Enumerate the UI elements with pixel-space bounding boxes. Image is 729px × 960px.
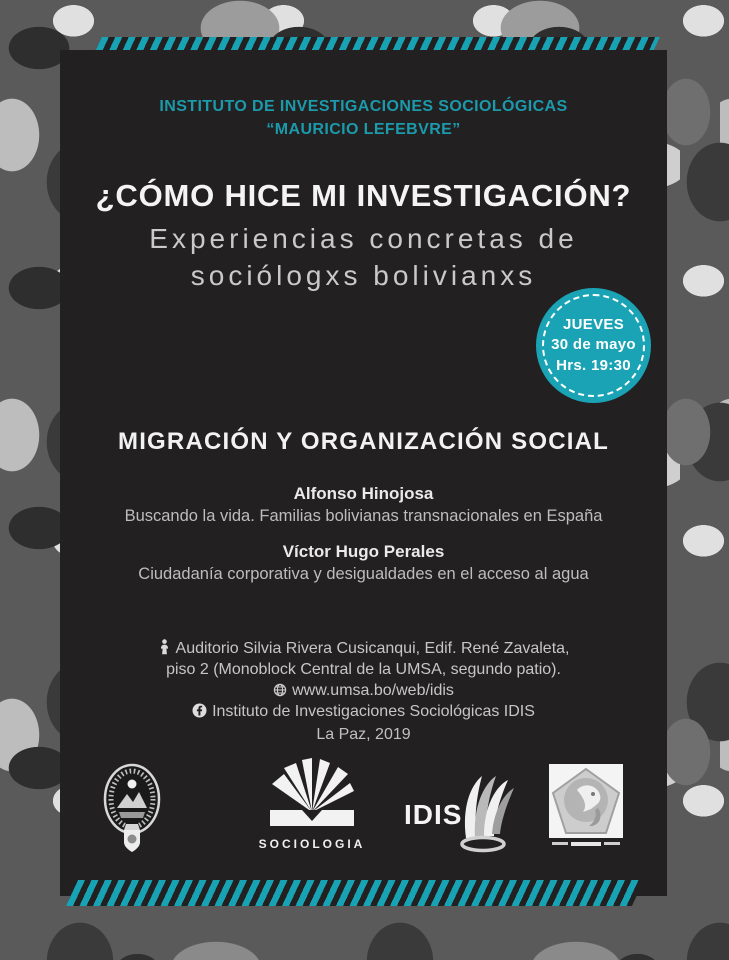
poster-panel <box>60 50 667 896</box>
date-badge <box>536 288 651 403</box>
speaker-topic: Ciudadanía corporativa y desigualdades en el acceso al agua <box>138 565 589 583</box>
umsa-seal-logo <box>100 762 164 861</box>
badge-time: Hrs. 19:30 <box>556 356 631 374</box>
facebook-line: Instituto de Investigaciones Sociológicas IDIS <box>60 701 667 722</box>
poster-subtitle <box>60 220 667 294</box>
badge-day: JUEVES <box>563 316 624 334</box>
website-line: www.umsa.bo/web/idis <box>60 680 667 701</box>
idis-logo <box>402 772 518 863</box>
venue-line2: piso 2 (Monoblock Central de la UMSA, segundo patio). <box>166 661 561 678</box>
idis-label: IDIS <box>404 799 463 830</box>
venue-line1: Auditorio Silvia Rivera Cusicanqui, Edif. René Zavaleta, <box>60 638 667 659</box>
institute-line2: “MAURICIO LEFEBVRE” <box>266 121 461 139</box>
bottom-striped-band <box>66 880 644 906</box>
poster-title: ¿CÓMO HICE MI INVESTIGACIÓN? <box>95 178 632 213</box>
badge-date: 30 de mayo <box>551 336 636 354</box>
speaker-block <box>60 540 667 586</box>
ciencias-sociales-logo <box>548 764 624 846</box>
sociologia-label: SOCIOLOGIA <box>258 837 366 851</box>
globe-icon <box>273 683 287 697</box>
facebook-icon <box>192 703 207 718</box>
cs-pentagon-emblem <box>549 764 623 838</box>
speaker-topic: Buscando la vida. Familias bolivianas transnacionales en España <box>124 507 603 525</box>
speaker-block <box>60 482 667 528</box>
speaker-name: Víctor Hugo Perales <box>282 542 445 561</box>
cs-caption-bars <box>548 842 624 846</box>
section-title: MIGRACIÓN Y ORGANIZACIÓN SOCIAL <box>118 428 609 455</box>
institute-heading <box>60 95 667 141</box>
date-badge-inner <box>542 294 645 397</box>
subtitle-line2: sociólogxs bolivianxs <box>190 260 537 291</box>
speaker-name: Alfonso Hinojosa <box>293 484 434 503</box>
institute-line1: INSTITUTO DE INVESTIGACIONES SOCIOLÓGICAS <box>159 98 568 115</box>
city-year: La Paz, 2019 <box>316 726 411 743</box>
person-pin-icon <box>158 639 171 655</box>
venue-block <box>60 638 667 722</box>
sociologia-logo <box>254 758 370 851</box>
subtitle-line1: Experiencias concretas de <box>149 223 578 254</box>
